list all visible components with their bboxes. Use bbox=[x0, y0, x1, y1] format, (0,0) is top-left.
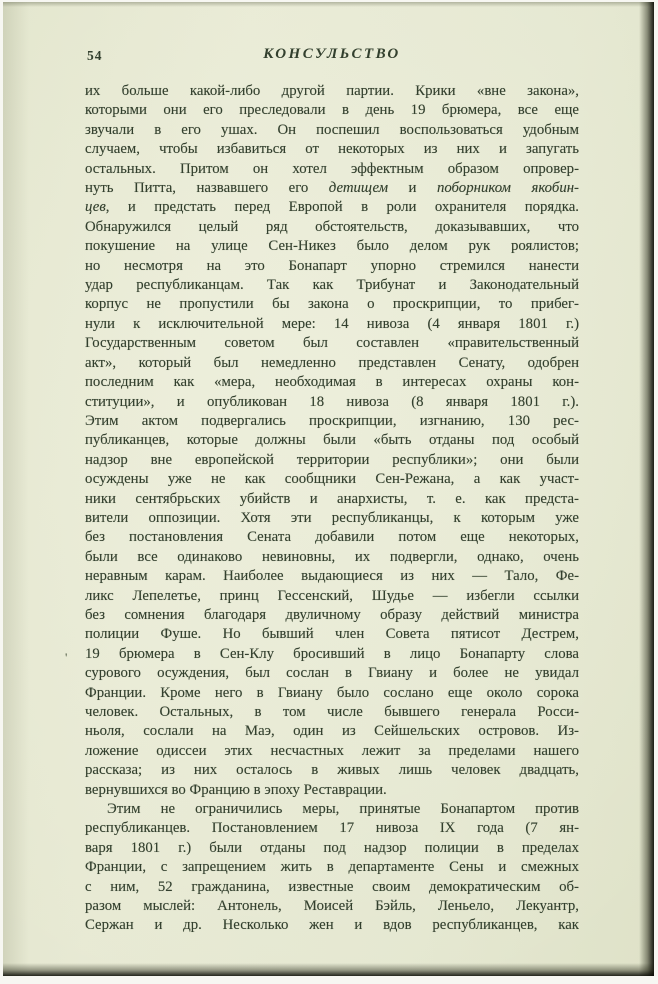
emphasized-text: цев bbox=[85, 199, 106, 216]
text-line: Франции. Кроме него в Гвиану было сослано еще около сорока bbox=[85, 684, 579, 701]
text-line: 19 брюмера в Сен-Клу бросивший в лицо Бонапарту слова bbox=[85, 645, 579, 662]
text-line: случаем, чтобы избавиться от некоторых из них и запугать bbox=[85, 141, 579, 158]
text-line: Обнаружился целый ряд обстоятельств, доказывавших, что bbox=[85, 218, 579, 235]
text-line: ложение одиссеи этих несчастных лежит за пределами нашего bbox=[85, 742, 579, 759]
emphasized-text: детищем bbox=[328, 180, 389, 197]
text-line bbox=[85, 198, 579, 217]
margin-artifact: ' bbox=[65, 650, 68, 665]
text-segment: нуть Питта, назвавшего его bbox=[85, 180, 329, 197]
text-line: без сомнения благодаря двуличному образу действий министра bbox=[85, 606, 579, 623]
text-line: без постановления Сената добавили потом еще некоторых, bbox=[85, 529, 579, 546]
top-edge-shading bbox=[3, 2, 654, 7]
text-line: их больше какой-либо другой партии. Крики «вне закона», bbox=[85, 83, 579, 99]
text-line: вители оппозиции. Хотя эти республиканцы, к которым уже bbox=[85, 509, 579, 526]
text-line: ституции», и опубликован 18 нивоза (8 января 1801 г.). bbox=[85, 393, 579, 410]
text-line: рассказа; из них осталось в живых лишь человек двадцать, bbox=[85, 762, 579, 779]
text-line: нули к исключительной мере: 14 нивоза (4 января 1801 г.) bbox=[85, 315, 579, 332]
text-line: вернувшихся во Францию в эпоху Реставрации. bbox=[85, 781, 387, 798]
text-line: публиканцев, которые должны были «быть отданы под особый bbox=[85, 432, 579, 449]
text-line: полиции Фуше. Но бывший член Совета пятисот Дестрем, bbox=[85, 626, 579, 643]
text-line: акт», который был немедленно представлен Сенату, одобрен bbox=[85, 354, 579, 371]
text-line: ники сентябрьских убийств и анархисты, т. е. как предста- bbox=[85, 490, 579, 507]
text-line: корпус не пропустили бы закона о проскрипции, то прибег- bbox=[85, 296, 579, 313]
text-segment: , и предстать перед Европой в роли охранителя порядка. bbox=[105, 199, 579, 216]
text-line: Сержан и др. Несколько жен и вдов республиканцев, как bbox=[85, 917, 579, 934]
text-line: Франции, с запрещением жить в департаменте Сены и смежных bbox=[85, 859, 579, 876]
page-header bbox=[85, 46, 579, 66]
text-line: республиканцев. Постановлением 17 нивоза IX года (7 ян- bbox=[85, 820, 579, 837]
paper-surface bbox=[3, 2, 654, 976]
left-edge-shading bbox=[3, 2, 29, 976]
text-line: ньоля, сослали на Маэ, один из Сейшельских островов. Из- bbox=[85, 723, 579, 740]
text-line: последним как «мера, необходимая в интересах охраны кон- bbox=[85, 374, 579, 391]
text-line: покушение на улице Сен-Никез было делом рук роялистов; bbox=[85, 238, 579, 255]
text-line: разом мыслей: Антонель, Моисей Бэйль, Леньело, Лекуантр, bbox=[85, 898, 579, 915]
text-block bbox=[85, 82, 579, 936]
text-line: но несмотря на это Бонапарт упорно стремился нанести bbox=[85, 257, 579, 274]
emphasized-text: поборником якобин- bbox=[436, 180, 579, 197]
bottom-edge-shadow bbox=[3, 963, 654, 976]
text-line: остальных. Притом он хотел эффектным образом опровер- bbox=[85, 160, 579, 177]
text-line: Государственным советом был составлен «правительственный bbox=[85, 335, 579, 352]
text-line: удар республиканцам. Так как Трибунат и Законодательный bbox=[85, 277, 579, 294]
text-line: звучали в его ушах. Он поспешил воспользоваться удобным bbox=[85, 121, 579, 138]
text-line: с ним, 52 гражданина, известные своим демократическим об- bbox=[85, 878, 579, 895]
text-line: ликс Лепелетье, принц Гессенский, Шудье — избегли ссылки bbox=[85, 587, 579, 604]
text-line: осуждены уже не как сообщники Сен-Режана, а как участ- bbox=[85, 471, 579, 488]
text-line: были все одинаково невиновны, их подвергли, однако, очень bbox=[85, 548, 579, 565]
text-line: Этим не ограничились меры, принятые Бонапартом против bbox=[107, 801, 579, 818]
text-line bbox=[85, 179, 579, 198]
text-line: неравным карам. Наиболее выдающиеся из них — Тало, Фе- bbox=[85, 568, 579, 585]
text-segment: и bbox=[388, 180, 437, 197]
text-line: сурового осуждения, был сослан в Гвиану и более не увидал bbox=[85, 665, 579, 682]
right-edge-shadow bbox=[639, 2, 654, 976]
text-line: надзор вне европейской территории республики»; они были bbox=[85, 451, 579, 468]
running-title: КОНСУЛЬСТВО bbox=[263, 46, 401, 62]
text-line: которыми они его преследовали в день 19 брюмера, все еще bbox=[85, 102, 579, 119]
text-line: варя 1801 г.) были отданы под надзор полиции в пределах bbox=[85, 839, 579, 856]
page-number: 54 bbox=[87, 48, 103, 63]
text-line: человек. Остальных, в том числе бывшего генерала Росси- bbox=[85, 704, 579, 720]
text-line: Этим актом подвергались проскрипции, изгнанию, 130 рес- bbox=[85, 412, 579, 429]
